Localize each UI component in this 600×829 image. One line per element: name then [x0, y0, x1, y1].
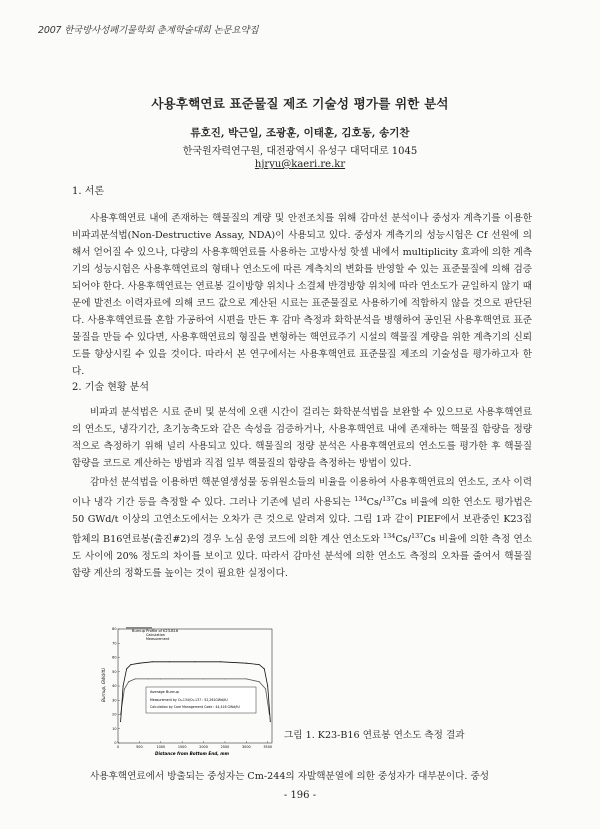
- data-point-calculation: [135, 678, 136, 679]
- data-point-calculation: [182, 678, 183, 679]
- data-point-calculation: [124, 688, 125, 689]
- figure-caption: 그림 1. K23-B16 연료봉 연소도 측정 결과: [284, 730, 465, 741]
- legend-title: Burnup Profile of K23-B16: [132, 629, 179, 633]
- data-point-measurement: [270, 721, 271, 722]
- data-point-calculation: [265, 688, 266, 689]
- text-run: 감마선 분석법을 이용하면 핵분열생성물 동위원소들의 비율을 이용하여 사용후핵연료의 연소도, 조사 이력이나 냉각 기간 등을 측정할 수 있다. 그러나 기존에 널리 사용되는: [72, 477, 532, 509]
- text-run: Cs 비율에 의한 연소도 평가법은 50 GWd/t 이상의 고연소도에서는 오차가 큰 것으로 알려져 있다. 그림 1과 같이 PIEF에서 보관중인 K23집합체의 B16연료봉(출진#2)의 경우 노심 운영 코드에 의한 계산 연소도와: [72, 497, 532, 546]
- data-point-calculation: [246, 678, 247, 679]
- data-point-measurement: [126, 668, 127, 669]
- data-point-measurement: [139, 663, 140, 664]
- running-head: 2007 한국방사성폐기물학회 춘계학술대회 논문요약집: [38, 25, 259, 36]
- y-tick-label: 70: [112, 641, 117, 646]
- data-point-measurement: [220, 661, 221, 662]
- data-point-calculation: [224, 678, 225, 679]
- text-run: Cs/: [366, 497, 383, 509]
- y-axis-label: Burnup, GWd/tU: [101, 667, 106, 703]
- data-point-measurement: [152, 661, 153, 662]
- x-tick-label: 500: [136, 745, 143, 749]
- data-point-measurement: [123, 686, 124, 687]
- y-tick-label: 10: [112, 726, 117, 731]
- section-2-body-continued: [72, 768, 532, 785]
- data-point-measurement: [130, 664, 131, 665]
- y-tick-label: 60: [112, 655, 117, 660]
- data-point-calculation: [203, 678, 204, 679]
- isotope-mass: 134: [354, 495, 367, 503]
- section-2-heading: 2. 기술 현황 분석: [72, 382, 150, 393]
- x-tick-label: 2000: [199, 745, 208, 749]
- legend-label-measurement: Measurement: [146, 637, 170, 641]
- x-tick-label: 1500: [177, 745, 187, 749]
- x-tick-label: 2500: [220, 745, 230, 749]
- paper-affiliation: 한국원자력연구원, 대전광역시 유성구 대덕대로 1045: [182, 146, 418, 157]
- y-tick-label: 0: [114, 741, 117, 746]
- section-2-body: [72, 404, 532, 582]
- data-point-calculation: [259, 681, 260, 682]
- data-point-measurement: [267, 686, 268, 687]
- data-point-measurement: [259, 664, 260, 665]
- author-email[interactable]: hjryu@kaeri.re.kr: [254, 159, 346, 170]
- section-1-body: [72, 210, 532, 380]
- data-point-measurement: [246, 663, 247, 664]
- section-1-heading: 1. 서론: [72, 186, 105, 197]
- data-point-calculation: [160, 678, 161, 679]
- y-tick-label: 20: [112, 712, 117, 717]
- burnup-chart: [100, 625, 276, 757]
- y-tick-label: 30: [112, 698, 117, 703]
- x-tick-label: 0: [116, 745, 120, 749]
- data-point-measurement: [264, 668, 265, 669]
- legend-label-calculation: Calculation: [146, 633, 165, 637]
- page-number: - 196 -: [283, 790, 317, 801]
- text-run: Cs/: [395, 534, 411, 546]
- paragraph: 사용후핵연료에서 방출되는 중성자는 Cm-244의 자발핵분열에 의한 중성자가 대부분이다. 중성: [90, 771, 490, 782]
- x-tick-label: 3500: [263, 745, 273, 749]
- isotope-mass: 137: [382, 495, 395, 503]
- legend-box-measurement: Measurement by Cs-134/Cs-137 : 52,261GWd/tU: [150, 698, 228, 702]
- y-tick-label: 80: [112, 627, 117, 632]
- data-point-measurement: [169, 661, 170, 662]
- data-point-calculation: [128, 681, 129, 682]
- data-point-measurement: [195, 661, 196, 662]
- legend-box-title: Average Burnup: [150, 690, 179, 694]
- isotope-mass: 134: [383, 532, 396, 541]
- paragraph: [72, 474, 532, 582]
- paper-authors: 류호진, 박근일, 조광훈, 이태훈, 김호동, 송기찬: [190, 127, 410, 139]
- legend-box-calculation: Calculation by Core Management Code : 44,416 GWd/tU: [150, 705, 240, 709]
- y-tick-label: 50: [112, 669, 117, 674]
- data-point-measurement: [120, 721, 121, 722]
- x-tick-label: 1000: [156, 745, 166, 749]
- data-point-calculation: [147, 678, 148, 679]
- isotope-mass: 137: [410, 532, 424, 541]
- paragraph: 사용후핵연료 내에 존재하는 핵물질의 계량 및 안전조치를 위해 감마선 분석이나 중성자 계측기를 이용한 비파괴분석법(Non-Destructive Assay, NDA)이 사용되고 있다. 중성자 계측기의 성능시험은 Cf 선원에 의해서 얻어질 수 있으나, 다량의 사용후핵연료를 사용하는 고방사성 핫셀 내에서 multiplicity 효과에 의한 계측기의 성능시험은 사용후핵연료의 형태나 연소도에 따른 계측치의 변화를 반영할 수 있는 표준물질에 의해 검증되어야 한다. 사용후핵연료는 연료봉 길이방향 위치나 소결체 반경방향 위치에 따라 연소도가 균일하지 않기 때문에 발전소 이력자료에 의해 코드 값으로 계산된 시료는 표준물질로 사용하기에 적합하지 않을 것으로 판단된다. 사용후핵연료를 혼합 가공하여 시편을 만든 후 감마 측정과 화학분석을 병행하여 공인된 사용후핵연료 표준물질을 만들 수 있다면, 사용후핵연료의 형질을 변형하는 핵연료주기 시설의 핵물질 계량을 위한 계측기의 신뢰도를 향상시킬 수 있을 것이다. 따라서 본 연구에서는 사용후핵연료 표준물질 제조의 기술성을 평가하고자 한다.: [72, 213, 532, 377]
- paragraph: 비파괴 분석법은 시료 준비 및 분석에 오랜 시간이 걸리는 화학분석법을 보완할 수 있으므로 사용후핵연료의 연소도, 냉각기간, 초기농축도와 같은 속성을 검증하거나, 사용후핵연료 내에 존재하는 핵물질 함량을 정량적으로 측정하기 위해 널리 사용되고 있다. 핵물질의 정량 분석은 사용후핵연료의 연소도를 평가한 후 핵물질 함량을 코드로 계산하는 방법과 직접 일부 핵물질의 함량을 측정하는 방법이 있다.: [72, 407, 532, 469]
- x-tick-label: 3000: [242, 745, 251, 749]
- x-axis-label: Distance from Bottom End, mm: [155, 751, 229, 756]
- plot-frame: [118, 629, 272, 743]
- y-tick-label: 40: [112, 684, 117, 689]
- paper-title: 사용후핵연료 표준물질 제조 기술성 평가를 위한 분석: [151, 96, 449, 111]
- text-run: Cs 비율에 의한 측정 연소도 사이에 20% 정도의 차이를 보이고 있다. 따라서 감마선 분석에 의한 연소도 측정의 오차를 줄여서 핵물질 함량 계산의 정확도를 높이는 것이 필요한 실정이다.: [72, 534, 532, 580]
